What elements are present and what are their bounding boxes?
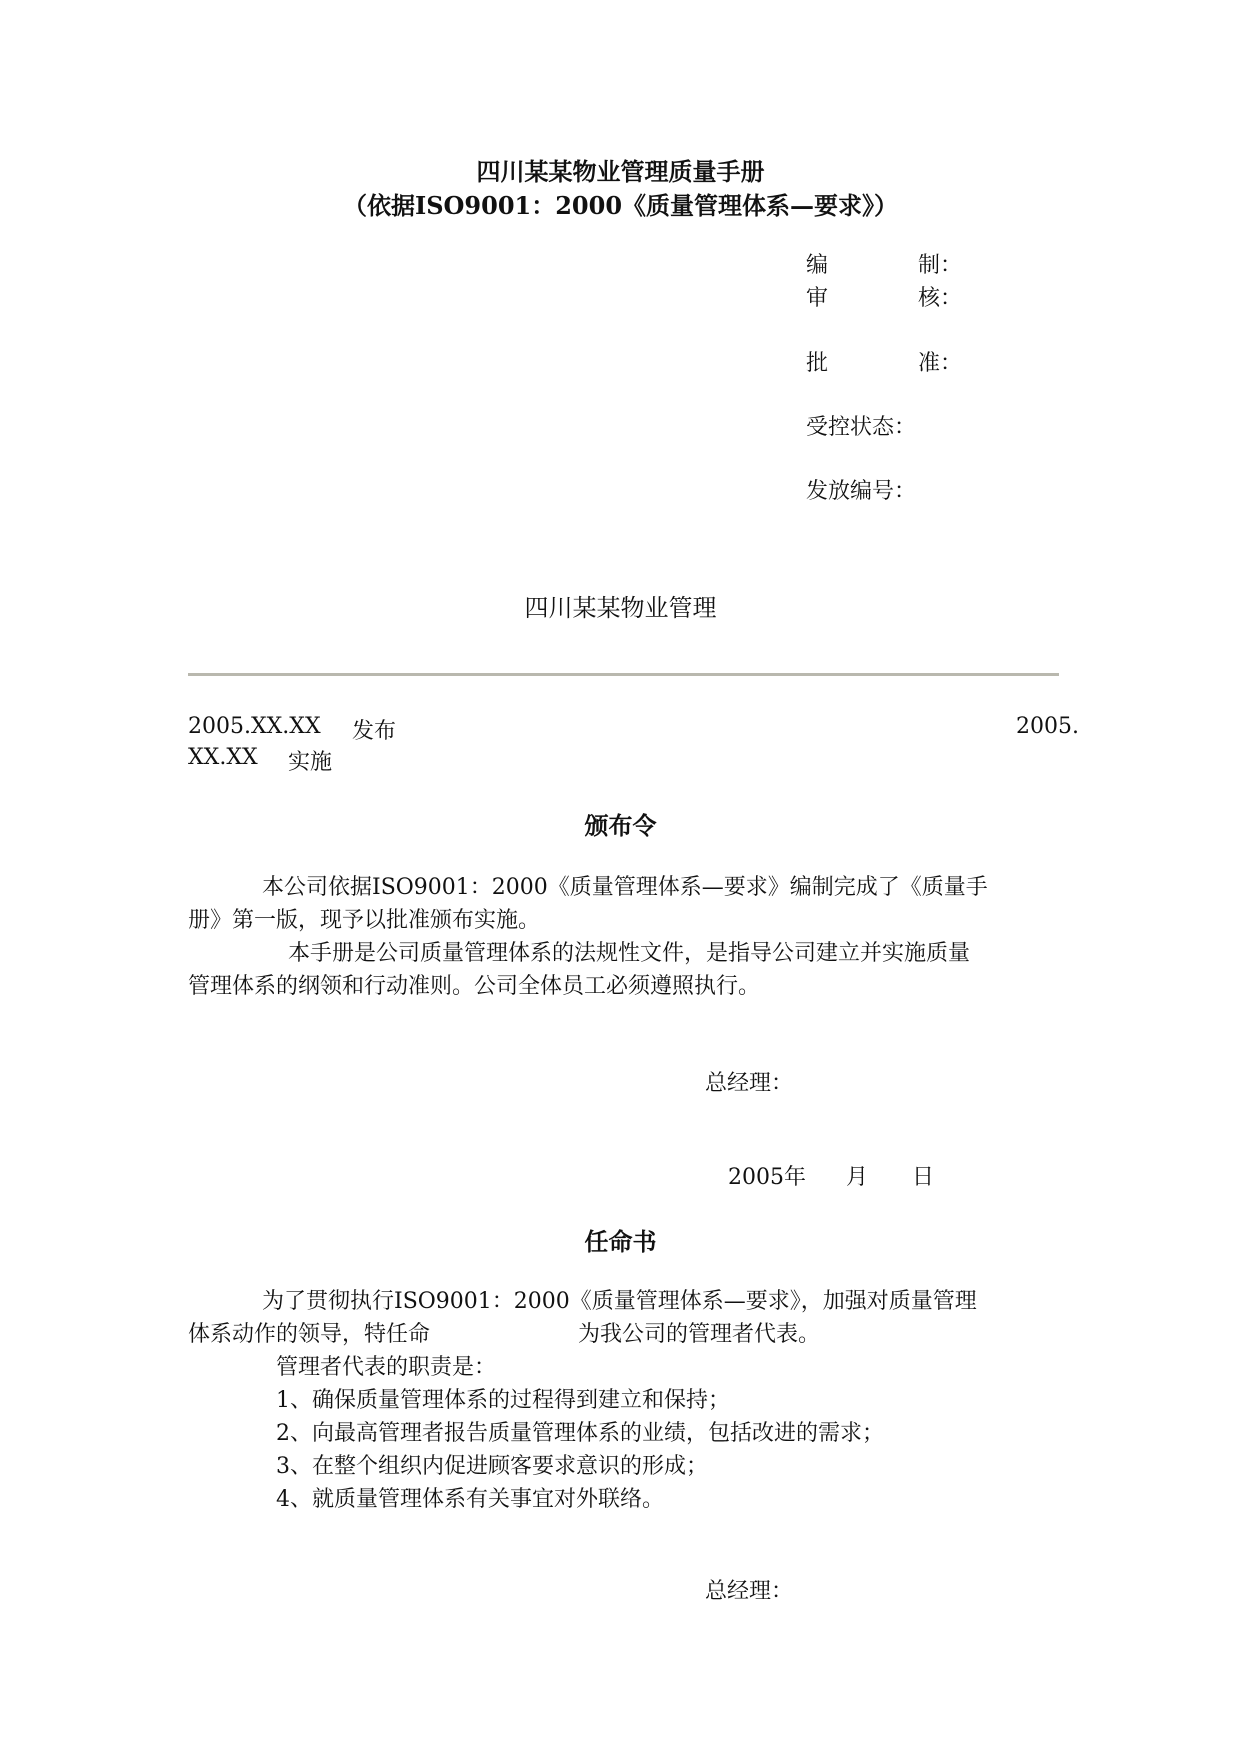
implementation-date-part2: XX.XX bbox=[188, 745, 258, 770]
horizontal-divider bbox=[188, 673, 1059, 676]
decree-paragraph-2-line-2: 管理体系的纲领和行动准则。公司全体员工必须遵照执行。 bbox=[188, 974, 761, 999]
duty-item-3: 3、在整个组织内促进顾客要求意识的形成； bbox=[276, 1454, 708, 1479]
field-label-compile-a: 编 bbox=[806, 253, 829, 278]
decree-date-day: 日 bbox=[912, 1165, 935, 1190]
field-label-approve-a: 批 bbox=[806, 351, 829, 376]
appointment-paragraph-line-1: 为了贯彻执行ISO9001：2000《质量管理体系—要求》，加强对质量管理 bbox=[262, 1289, 977, 1314]
release-date: 2005.XX.XX bbox=[188, 714, 321, 739]
appointment-paragraph-line-2a: 体系动作的领导，特任命 bbox=[188, 1322, 431, 1347]
decree-paragraph-1-line-1: 本公司依据ISO9001：2000《质量管理体系—要求》编制完成了《质量手 bbox=[262, 875, 988, 900]
field-label-compile-b: 制： bbox=[918, 253, 963, 278]
issue-number-label: 发放编号： bbox=[806, 479, 917, 504]
field-label-review-b: 核： bbox=[918, 286, 963, 311]
appointment-paragraph-line-2b: 为我公司的管理者代表。 bbox=[578, 1322, 821, 1347]
control-status-label: 受控状态： bbox=[806, 415, 917, 440]
duty-item-1: 1、确保质量管理体系的过程得到建立和保持； bbox=[276, 1388, 730, 1413]
implementation-word: 实施 bbox=[288, 750, 333, 775]
appointment-heading: 任命书 bbox=[584, 1227, 657, 1256]
duty-item-4: 4、就质量管理体系有关事宜对外联络。 bbox=[276, 1487, 664, 1512]
release-word: 发布 bbox=[352, 719, 397, 744]
company-name: 四川某某物业管理 bbox=[524, 594, 717, 622]
decree-heading: 颁布令 bbox=[584, 811, 657, 840]
duty-item-2: 2、向最高管理者报告质量管理体系的业绩，包括改进的需求； bbox=[276, 1421, 884, 1446]
implementation-date-part1: 2005. bbox=[1016, 714, 1079, 739]
decree-paragraph-1-line-2: 册》第一版，现予以批准颁布实施。 bbox=[188, 908, 541, 933]
document-subtitle: （依据ISO9001：2000《质量管理体系—要求》） bbox=[342, 191, 899, 220]
field-label-review-a: 审 bbox=[806, 286, 829, 311]
decree-paragraph-2-line-1: 本手册是公司质量管理体系的法规性文件，是指导公司建立并实施质量 bbox=[288, 941, 971, 966]
decree-signer-label: 总经理： bbox=[705, 1071, 794, 1096]
field-label-approve-b: 准： bbox=[918, 351, 963, 376]
decree-date-year: 2005年 bbox=[728, 1165, 806, 1190]
document-title: 四川某某物业管理质量手册 bbox=[476, 157, 765, 186]
appointment-signer-label: 总经理： bbox=[705, 1579, 794, 1604]
duties-intro: 管理者代表的职责是： bbox=[276, 1355, 497, 1380]
decree-date-month: 月 bbox=[846, 1165, 869, 1190]
